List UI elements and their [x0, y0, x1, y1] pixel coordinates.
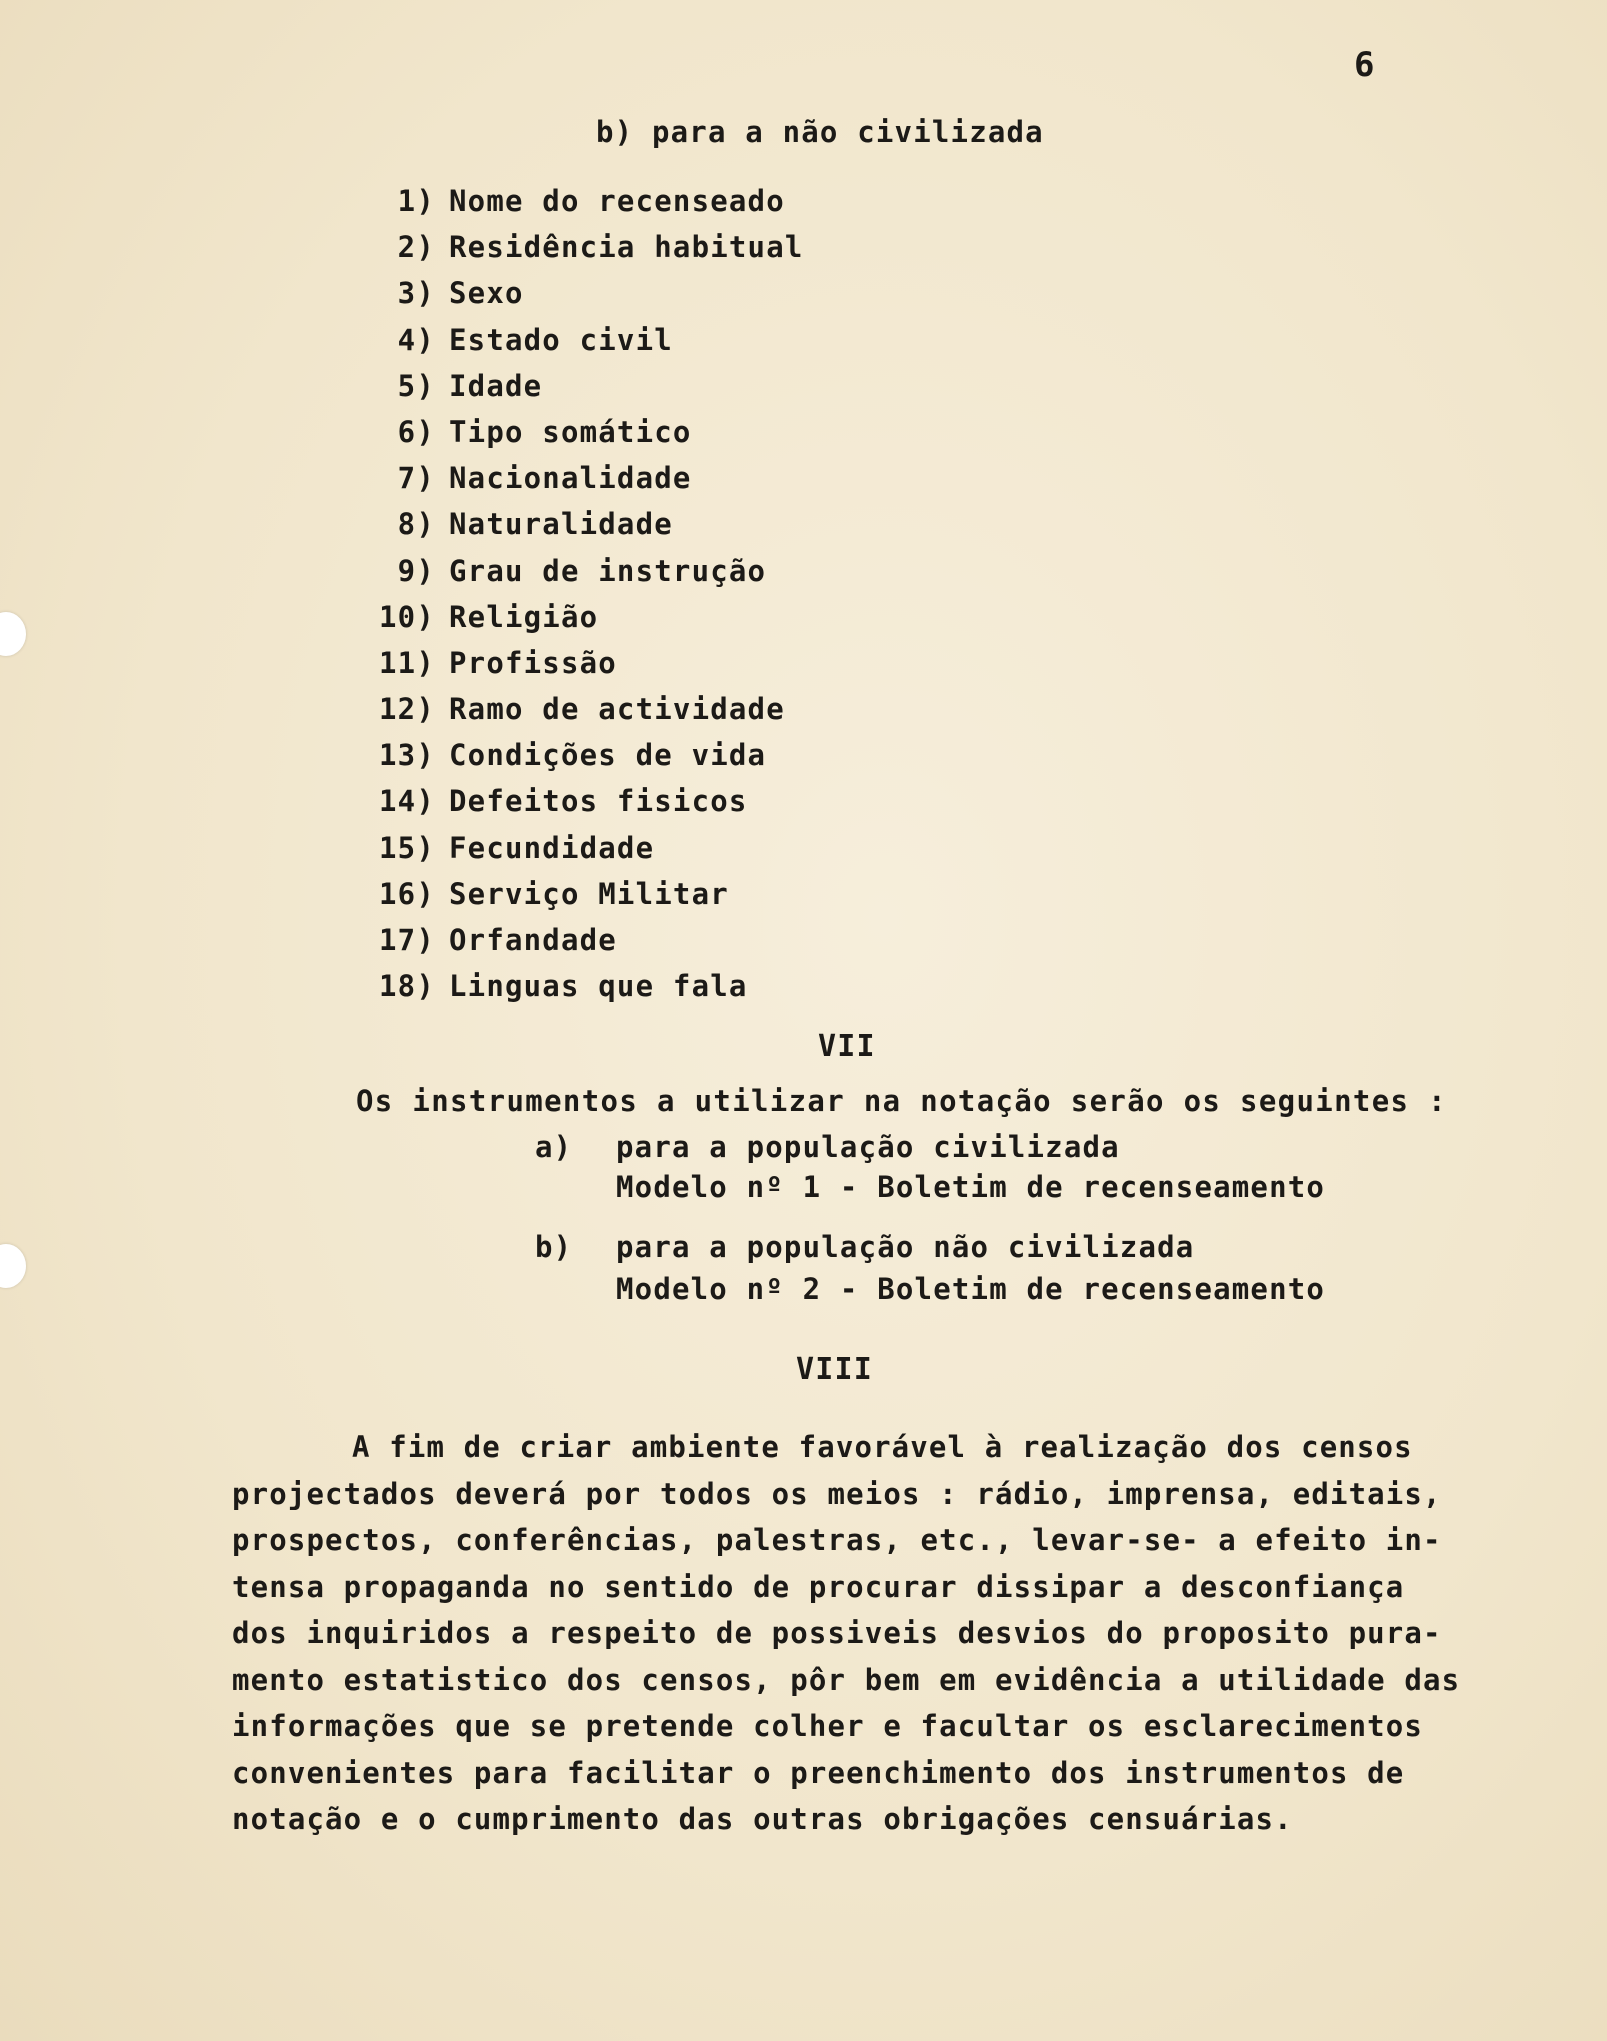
list-item-number: 8) — [397, 507, 435, 542]
list-item-text: Naturalidade — [449, 507, 673, 542]
list-item-text: Nacionalidade — [449, 461, 692, 496]
list-item-text: Sexo — [449, 276, 524, 311]
section-title-viii: VIII — [796, 1352, 874, 1387]
list-item-text: Profissão — [449, 645, 617, 680]
list-item-text: Serviço Militar — [449, 876, 729, 911]
list-item-number: 4) — [397, 322, 435, 357]
list-item-number: 11) — [379, 645, 435, 680]
list-item-number: 14) — [379, 784, 435, 819]
instruments-intro: Os instrumentos a utilizar na notação serão os seguintes : — [356, 1084, 1447, 1118]
list-item — [345, 738, 804, 784]
paragraph-line: dos inquiridos a respeito de possiveis desvios do proposito pura- — [232, 1616, 1442, 1650]
paragraph-line: projectados deverá por todos os meios : rádio, imprensa, editais, — [232, 1476, 1442, 1511]
punch-hole — [0, 1244, 26, 1288]
list-item — [345, 369, 804, 415]
option-a-line2: Modelo nº 1 - Boletim de recenseamento — [616, 1170, 1326, 1204]
list-item-text: Grau de instrução — [449, 553, 767, 588]
list-item-text: Orfandade — [449, 923, 617, 957]
list-item — [345, 877, 804, 923]
list-item-number: 12) — [379, 692, 435, 727]
list-item-text: Residência habitual — [449, 230, 804, 265]
list-item-number: 13) — [379, 738, 435, 773]
paragraph-line: tensa propaganda no sentido de procurar dissipar a desconfiança — [232, 1569, 1405, 1604]
list-item — [345, 461, 804, 507]
list-item-number: 10) — [379, 599, 435, 634]
list-subheading: b) para a não civilizada — [596, 115, 1044, 149]
census-items-list — [345, 184, 804, 1015]
list-item-number: 15) — [379, 830, 435, 865]
option-b-label: b) — [535, 1230, 573, 1264]
list-item — [345, 831, 804, 877]
paragraph-line: A fim de criar ambiente favorável à realização dos censos — [352, 1430, 1413, 1464]
paragraph-line: informações que se pretende colher e facultar os esclarecimentos — [232, 1709, 1424, 1743]
list-item — [345, 646, 804, 692]
list-item-number: 18) — [379, 969, 435, 1004]
list-item-text: Estado civil — [449, 322, 673, 357]
list-item-text: Condições de vida — [449, 738, 767, 773]
list-item — [345, 415, 804, 461]
list-item-text: Fecundidade — [449, 830, 655, 865]
list-item — [345, 323, 804, 369]
list-item-number: 7) — [397, 461, 435, 496]
paragraph-line: mento estatistico dos censos, pôr bem em evidência a utilidade das — [232, 1662, 1461, 1697]
list-item-number: 16) — [379, 876, 435, 911]
list-item-text: Ramo de actividade — [449, 692, 785, 727]
list-item — [345, 230, 804, 276]
page-number: 6 — [1354, 45, 1376, 85]
paragraph-line: convenientes para facilitar o preenchimento dos instrumentos de — [232, 1755, 1405, 1790]
option-b-line2: Modelo nº 2 - Boletim de recenseamento — [616, 1272, 1326, 1306]
list-item-text: Linguas que fala — [449, 969, 748, 1004]
option-a-label: a) — [535, 1130, 573, 1164]
list-item — [345, 184, 804, 230]
list-item-number: 6) — [397, 414, 435, 449]
list-item-text: Defeitos fisicos — [449, 784, 748, 819]
list-item — [345, 600, 804, 646]
list-item-text: Tipo somático — [449, 414, 692, 449]
list-item-number: 5) — [397, 368, 435, 403]
list-item — [345, 276, 804, 322]
list-item-text: Idade — [449, 368, 543, 403]
paragraph-line: prospectos, conferências, palestras, etc., levar-se- a efeito in- — [232, 1523, 1442, 1557]
section-title-vii: VII — [818, 1029, 876, 1064]
list-item — [345, 554, 804, 600]
list-item — [345, 784, 804, 830]
option-b-line1: para a população não civilizada — [616, 1230, 1195, 1264]
option-a-line1: para a população civilizada — [616, 1130, 1120, 1164]
list-item — [345, 923, 804, 969]
list-item — [345, 692, 804, 738]
list-item-number: 9) — [397, 553, 435, 588]
section-viii-paragraph — [232, 1430, 1460, 1849]
list-item-text: Religião — [449, 599, 599, 634]
list-item-text: Nome do recenseado — [449, 184, 785, 218]
punch-hole — [0, 612, 26, 656]
list-item — [345, 507, 804, 553]
list-item-number: 1) — [397, 184, 435, 218]
list-item-number: 17) — [379, 923, 435, 957]
paragraph-line: notação e o cumprimento das outras obrigações censuárias. — [232, 1802, 1293, 1836]
list-item — [345, 969, 804, 1015]
list-item-number: 2) — [397, 230, 435, 265]
list-item-number: 3) — [397, 276, 435, 311]
